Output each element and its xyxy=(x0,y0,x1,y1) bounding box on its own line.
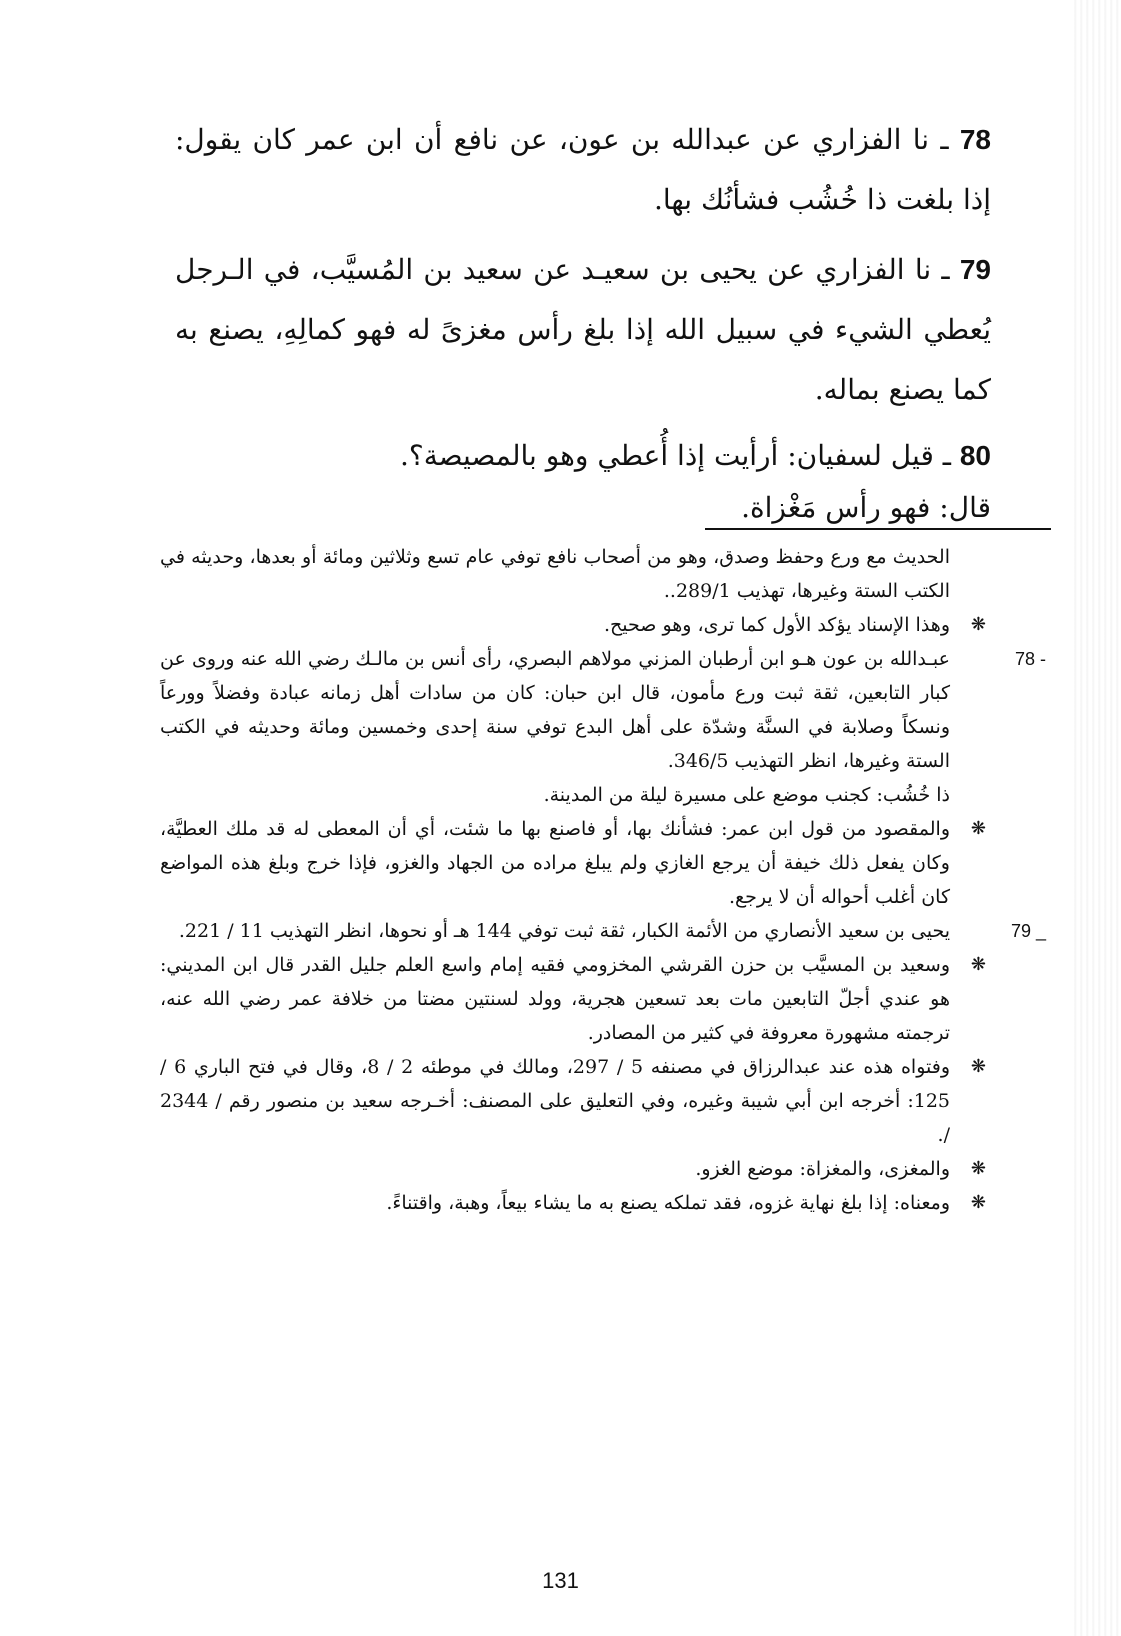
footnote-text: والمقصود من قول ابن عمر: فشأنك بها، أو فاصنع بها ما شئت، أي أن المعطى له قد ملك العطيَّة، وكان يفعل ذلك خيفة أن يرجع الغازي ولم يبلغ مراده من الجهاد والغزو، فإذا خرج وبلغ هذه المواضع كان أغلب أحواله أن لا يرجع. xyxy=(160,818,950,908)
footnote-text: عبـدالله بن عون هـو ابن أرطبان المزني مولاهم البصري، رأى أنس بن مالـك رضي الله عنه وروى عن كبار التابعين، ثقة ثبت ورع مأمون، قال ابن حبان: كان من سادات أهل زمانه عبادة وفضلاً وورعاً ونسكاً وصلابة في السنَّة وشدّة على أهل البدع توفي سنة إحدى وخمسين ومائة وحديثه في الكتب الستة وغيرها، انظر التهذيب 346/5. xyxy=(160,648,950,772)
footnote-number: 78 - xyxy=(1014,649,1046,669)
hadith-80 xyxy=(175,430,1051,534)
footnote-78 xyxy=(160,642,1046,812)
hadith-80-answer: قال: فهو رأس مَغْزاة. xyxy=(741,491,991,524)
footnote-star-item xyxy=(160,1050,1046,1152)
footnote-text: والمغزى، والمغزاة: موضع الغزو. xyxy=(695,1158,950,1180)
footnote-continuation: الحديث مع ورع وحفظ وصدق، وهو من أصحاب نافع توفي عام تسع وثلاثين ومائة أو بعدها، وحديثه في الكتب الستة وغيرها، تهذيب 289/1.. xyxy=(160,546,950,602)
hadith-78 xyxy=(175,110,1051,230)
footnote-divider xyxy=(705,528,1051,530)
footnote-number: 79 _ xyxy=(1010,921,1046,941)
footnote-star-item xyxy=(160,608,1046,642)
footnote-text: ومعناه: إذا بلغ نهاية غزوه، فقد تملكه يصنع به ما يشاء بيعاً، وهبة، واقتناءً. xyxy=(386,1192,950,1214)
footnote-star-item xyxy=(160,812,1046,914)
footnotes xyxy=(160,540,1046,1220)
footnote-star-item xyxy=(160,948,1046,1050)
hadith-dash: ـ xyxy=(940,123,949,156)
hadith-number: 80 xyxy=(959,440,991,471)
hadith-text: نا الفزاري عن عبدالله بن عون، عن نافع أن ابن عمر كان يقول: إذا بلغت ذا خُشُب فشأنُك بها. xyxy=(175,123,991,216)
footnote-79 xyxy=(160,914,1046,948)
hadith-number: 79 xyxy=(959,254,991,285)
main-text xyxy=(175,110,1051,544)
footnote-text: وسعيد بن المسيَّب بن حزن القرشي المخزومي فقيه إمام واسع العلم جليل القدر قال ابن المديني: هو عندي أجلّ التابعين مات بعد تسعين هجرية، وولد لسنتين مضتا من خلافة عمر رضي الله عنه، ترجمته مشهورة معروفة في كثير من المصادر. xyxy=(160,954,950,1044)
hadith-79 xyxy=(175,240,1051,420)
footnote-text: وهذا الإسناد يؤكد الأول كما ترى، وهو صحيح. xyxy=(604,614,950,636)
star-icon: ❋ xyxy=(970,1158,986,1179)
hadith-text: نا الفزاري عن يحيى بن سعيـد عن سعيد بن المُسيَّب، في الـرجل يُعطي الشيء في سبيل الله إذا بلغ رأس مغزىً له فهو كمالِهِ، يصنع به كما يصنع بماله. xyxy=(175,253,991,406)
hadith-dash: ـ xyxy=(942,439,951,472)
footnote-star-item xyxy=(160,1186,1046,1220)
hadith-text: قيل لسفيان: أرأيت إذا أُعطي وهو بالمصيصة؟. xyxy=(399,439,934,472)
star-icon: ❋ xyxy=(970,1192,986,1213)
hadith-dash: ـ xyxy=(941,253,950,286)
footnote-text: ذا خُشُب: كجنب موضع على مسيرة ليلة من المدينة. xyxy=(543,784,950,806)
star-icon: ❋ xyxy=(970,954,986,975)
footnote-star-item xyxy=(160,1152,1046,1186)
page-number: 131 xyxy=(542,1568,579,1593)
footnote-text: وفتواه هذه عند عبدالرزاق في مصنفه 5 / 297، ومالك في موطئه 2 / 8، وقال في فتح الباري 6 / 125: أخرجه ابن أبي شيبة وغيره، وفي التعليق على المصنف: أخـرجه سعيد بن منصور رقم / 2344 /. xyxy=(160,1056,951,1146)
star-icon: ❋ xyxy=(970,818,986,839)
star-icon: ❋ xyxy=(970,1056,986,1077)
star-icon: ❋ xyxy=(970,614,986,635)
hadith-number: 78 xyxy=(959,124,992,155)
scan-edge-texture xyxy=(1071,0,1121,1636)
footnote-text: يحيى بن سعيد الأنصاري من الأئمة الكبار، ثقة ثبت توفي 144 هـ أو نحوها، انظر التهذيب 11 / 221. xyxy=(178,920,950,942)
